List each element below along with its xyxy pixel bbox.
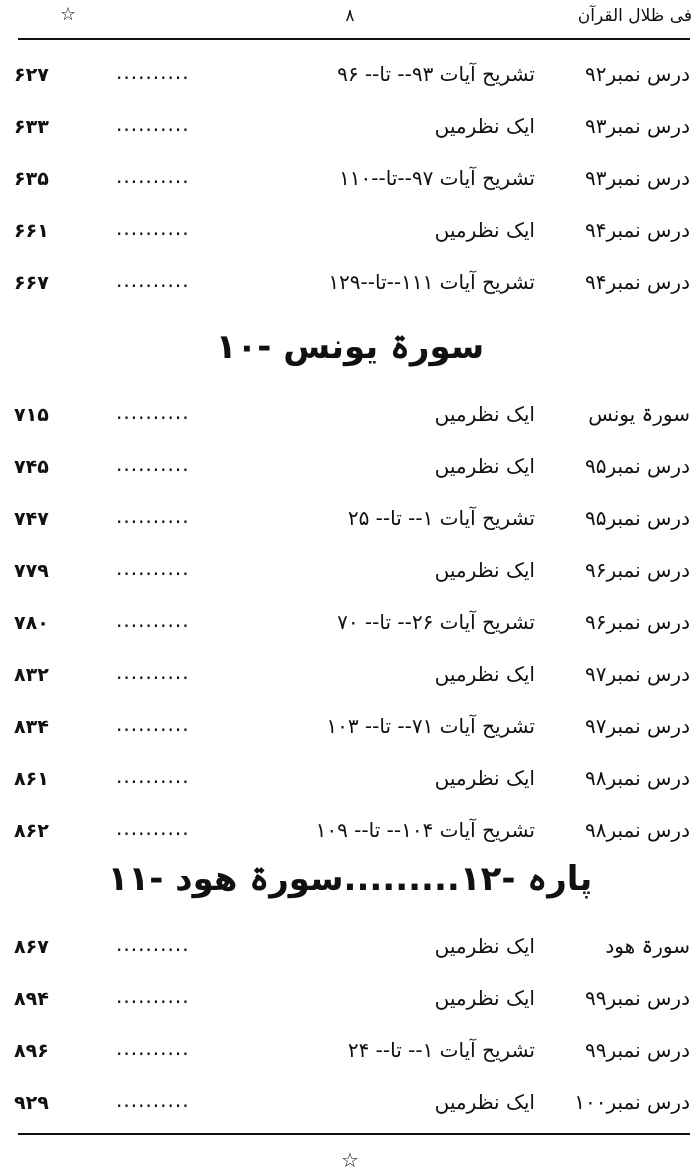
toc-page-number: ۹۲۹ xyxy=(14,1092,49,1114)
toc-leader-dots: .......... xyxy=(116,932,190,956)
toc-leader-dots: .......... xyxy=(116,1036,190,1060)
toc-page-number: ۸۹۶ xyxy=(14,1040,49,1062)
toc-leader-dots: .......... xyxy=(116,504,190,528)
toc-lesson-label: درس نمبر۹۳ xyxy=(584,166,690,190)
toc-row xyxy=(0,710,700,750)
surah-heading: پارہ -۱۲.........سورۃ ھود -۱۱ xyxy=(107,859,593,899)
toc-description: ایک نظرمیں xyxy=(434,402,535,426)
toc-lesson-label: درس نمبر۹۷ xyxy=(584,662,690,686)
toc-page-number: ۷۴۵ xyxy=(14,456,49,478)
toc-page-number: ۸۳۲ xyxy=(14,664,49,686)
toc-description: ایک نظرمیں xyxy=(434,558,535,582)
toc-lesson-label: درس نمبر۹۶ xyxy=(584,558,690,582)
toc-lesson-label: درس نمبر۹۲ xyxy=(584,62,690,86)
toc-leader-dots: .......... xyxy=(116,608,190,632)
toc-page-number: ۸۳۴ xyxy=(14,716,49,738)
page-header xyxy=(0,0,700,40)
toc-description: ایک نظرمیں xyxy=(434,934,535,958)
toc-leader-dots: .......... xyxy=(116,712,190,736)
toc-row xyxy=(0,1086,700,1126)
toc-lesson-label: سورۃ ھود xyxy=(605,934,690,958)
toc-page-number: ۶۳۳ xyxy=(14,116,49,138)
surah-heading: سورۃ یونس -۱۰ xyxy=(215,327,485,367)
toc-row xyxy=(0,502,700,542)
toc-leader-dots: .......... xyxy=(116,660,190,684)
toc-row xyxy=(0,110,700,150)
toc-description: تشریح آیات ۷۱-- تا-- ۱۰۳ xyxy=(326,714,535,738)
book-title: فی ظلال القرآن xyxy=(577,6,692,26)
toc-lesson-label: درس نمبر۹۶ xyxy=(584,610,690,634)
toc-page-number: ۶۶۱ xyxy=(14,220,49,242)
toc-description: ایک نظرمیں xyxy=(434,986,535,1010)
toc-leader-dots: .......... xyxy=(116,764,190,788)
toc-page-number: ۷۴۷ xyxy=(14,508,49,530)
toc-row xyxy=(0,554,700,594)
toc-leader-dots: .......... xyxy=(116,164,190,188)
toc-description: ایک نظرمیں xyxy=(434,662,535,686)
toc-lesson-label: درس نمبر۹۸ xyxy=(584,766,690,790)
toc-description: تشریح آیات ۹۳-- تا-- ۹۶ xyxy=(337,62,535,86)
toc-leader-dots: .......... xyxy=(116,984,190,1008)
toc-row xyxy=(0,762,700,802)
toc-lesson-label: درس نمبر۹۸ xyxy=(584,818,690,842)
toc-lesson-label: درس نمبر۹۷ xyxy=(584,714,690,738)
toc-page-number: ۸۶۲ xyxy=(14,820,49,842)
toc-page-number: ۷۸۰ xyxy=(14,612,49,634)
toc-leader-dots: .......... xyxy=(116,400,190,424)
toc-description: تشریح آیات ۹۷--تا--۱۱۰ xyxy=(339,166,535,190)
toc-row xyxy=(0,606,700,646)
toc-description: تشریح آیات ۱-- تا-- ۲۵ xyxy=(347,506,535,530)
toc-page-number: ۷۷۹ xyxy=(14,560,49,582)
toc-row xyxy=(0,266,700,306)
toc-page-number: ۸۶۱ xyxy=(14,768,49,790)
toc-lesson-label: درس نمبر۹۹ xyxy=(584,986,690,1010)
toc-page-number: ۸۹۴ xyxy=(14,988,49,1010)
toc-leader-dots: .......... xyxy=(116,1088,190,1112)
toc-description: تشریح آیات ۲۶-- تا-- ۷۰ xyxy=(337,610,535,634)
toc-row xyxy=(0,450,700,490)
toc-row xyxy=(0,982,700,1022)
toc-page-number: ۷۱۵ xyxy=(14,404,49,426)
toc-description: تشریح آیات ۱-- تا-- ۲۴ xyxy=(347,1038,535,1062)
toc-description: تشریح آیات ۱۱۱--تا--۱۲۹ xyxy=(328,270,535,294)
toc-leader-dots: .......... xyxy=(116,60,190,84)
toc-page-number: ۶۲۷ xyxy=(14,64,49,86)
toc-description: ایک نظرمیں xyxy=(434,454,535,478)
toc-lesson-label: درس نمبر۹۵ xyxy=(584,454,690,478)
toc-page-number: ۸۶۷ xyxy=(14,936,49,958)
toc-lesson-label: درس نمبر۹۴ xyxy=(584,270,690,294)
toc-lesson-label: سورۃ یونس xyxy=(588,402,690,426)
toc-leader-dots: .......... xyxy=(116,112,190,136)
header-rule xyxy=(18,38,690,40)
toc-row xyxy=(0,658,700,698)
toc-description: ایک نظرمیں xyxy=(434,766,535,790)
toc-leader-dots: .......... xyxy=(116,216,190,240)
page-number: ۸ xyxy=(345,6,355,26)
toc-page-number: ۶۶۷ xyxy=(14,272,49,294)
toc-description: تشریح آیات ۱۰۴-- تا-- ۱۰۹ xyxy=(315,818,535,842)
toc-lesson-label: درس نمبر۹۴ xyxy=(584,218,690,242)
footer-rule xyxy=(18,1133,690,1135)
toc-row xyxy=(0,214,700,254)
toc-description: ایک نظرمیں xyxy=(434,1090,535,1114)
star-icon: ☆ xyxy=(60,4,77,25)
toc-leader-dots: .......... xyxy=(116,816,190,840)
toc-description: ایک نظرمیں xyxy=(434,114,535,138)
toc-row xyxy=(0,1034,700,1074)
toc-row xyxy=(0,58,700,98)
toc-lesson-label: درس نمبر۹۹ xyxy=(584,1038,690,1062)
toc-row xyxy=(0,398,700,438)
toc-page-number: ۶۳۵ xyxy=(14,168,49,190)
toc-row xyxy=(0,814,700,854)
toc-leader-dots: .......... xyxy=(116,556,190,580)
toc-lesson-label: درس نمبر۱۰۰ xyxy=(574,1090,690,1114)
toc-leader-dots: .......... xyxy=(116,452,190,476)
footer-star-icon: ☆ xyxy=(341,1148,359,1172)
toc-row xyxy=(0,930,700,970)
toc-lesson-label: درس نمبر۹۳ xyxy=(584,114,690,138)
toc-leader-dots: .......... xyxy=(116,268,190,292)
toc-row xyxy=(0,162,700,202)
toc-lesson-label: درس نمبر۹۵ xyxy=(584,506,690,530)
toc-description: ایک نظرمیں xyxy=(434,218,535,242)
